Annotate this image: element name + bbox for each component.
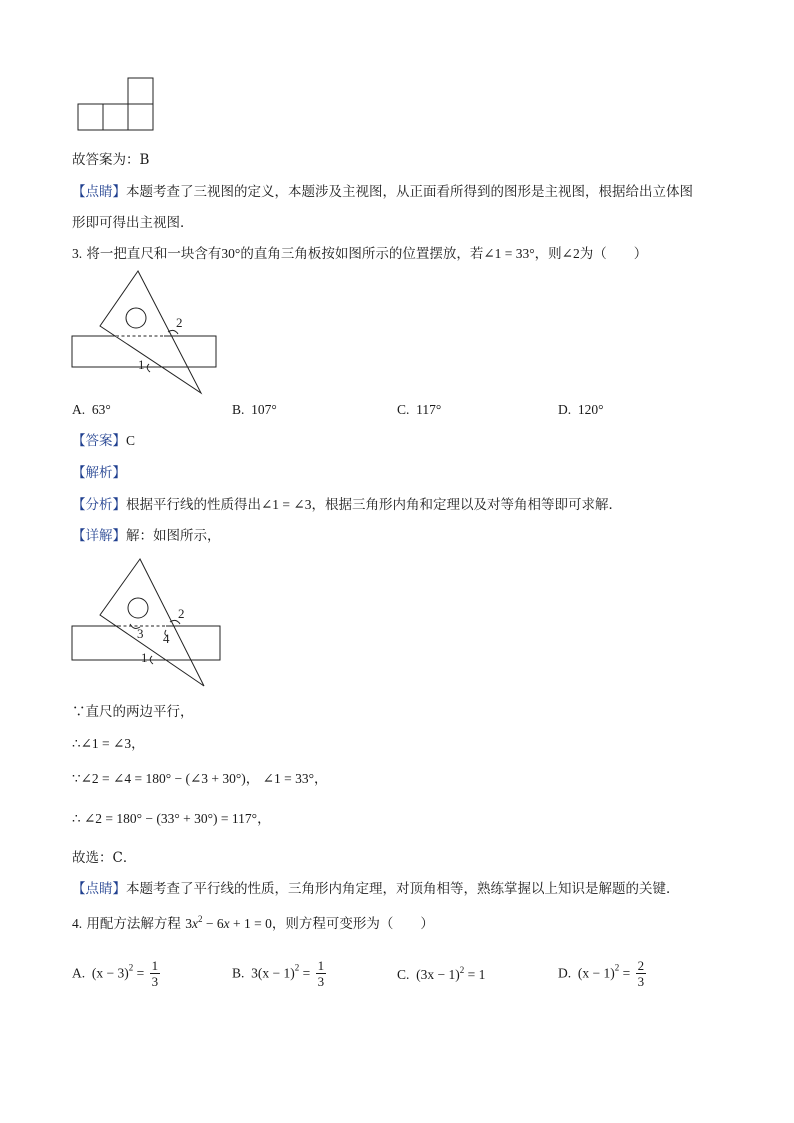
- q3-stem-c: ，则: [534, 246, 562, 262]
- analysis-text: 根据平行线的性质得出: [126, 497, 261, 513]
- q3-analysis: [72, 496, 622, 514]
- q3-stem: [72, 245, 647, 263]
- front-view-figure: [76, 77, 156, 133]
- q3-comment: [72, 880, 680, 898]
- q4-stem-a: 用配方法解方程: [86, 916, 181, 932]
- answer-value: C: [126, 433, 136, 448]
- q3-answer: [72, 432, 135, 450]
- prev-answer: 故答案为：B: [72, 152, 150, 168]
- prev-comment: [72, 183, 693, 201]
- q3-stem-d: 为（ ）: [579, 246, 648, 262]
- option-key: D.: [558, 965, 572, 981]
- q3-step-1: ∵直尺的两边平行，: [72, 704, 194, 720]
- q3-step-3: [72, 770, 327, 788]
- set-square: [100, 271, 201, 393]
- fraction-denominator: 3: [317, 974, 325, 989]
- fraction-denominator: 3: [637, 974, 645, 989]
- option-key: D.: [558, 402, 572, 417]
- option-fraction: [636, 958, 647, 989]
- detail-text: 解：如图所示，: [126, 528, 221, 544]
- analysis-equation: ∠1 = ∠3: [261, 497, 312, 512]
- detail-tag: 【详解】: [72, 528, 126, 544]
- option-exponent: 2: [128, 962, 134, 973]
- step-3-condition: ∠1 = 33°: [262, 771, 314, 786]
- angle-4-label: 4: [163, 631, 170, 646]
- q3-option-c[interactable]: [397, 401, 441, 419]
- q3-choose: 故选：C．: [72, 850, 137, 866]
- option-exponent: 2: [459, 965, 465, 975]
- comment-text: 本题考查了平行线的性质，三角形内角定理，对顶角相等，熟练掌握以上知识是解题的关键．: [126, 881, 680, 897]
- q4-option-d[interactable]: [558, 958, 648, 989]
- option-key: A.: [72, 965, 86, 981]
- q3-number: 3.: [72, 246, 83, 261]
- comment-tag: 【点睛】: [72, 184, 126, 200]
- q4-equation: $3x^2 - 6x + 1 = 0$: [185, 914, 272, 931]
- analysis-text-2: ，根据三角形内角和定理以及对等角相等即可求解．: [311, 497, 622, 513]
- option-value: 63°: [91, 402, 111, 417]
- step-3-end: ，: [313, 771, 328, 786]
- prev-comment-line2: 形即可得出主视图．: [72, 215, 194, 231]
- option-value: 117°: [416, 402, 442, 417]
- option-key: A.: [72, 402, 86, 417]
- q3-step-4: ∴ ∠2 = 180° − (33° + 30°) = 117°，: [72, 811, 271, 826]
- fraction-numerator: 2: [637, 958, 645, 973]
- set-square: [100, 559, 204, 686]
- answer-tag: 【答案】: [72, 433, 126, 449]
- option-key: C.: [397, 402, 410, 417]
- option-key: B.: [232, 402, 245, 417]
- angle-3-label: 3: [137, 626, 144, 641]
- step-3-sep: ，: [245, 771, 260, 786]
- set-square-hole: [126, 308, 146, 328]
- set-square-hole: [128, 598, 148, 618]
- option-eq: =: [136, 965, 145, 981]
- q3-option-d[interactable]: [558, 401, 604, 419]
- q3-option-b[interactable]: [232, 401, 277, 419]
- option-lhs: (3x − 1): [416, 967, 460, 982]
- angle-2-label: 2: [176, 315, 183, 330]
- q3-stem-b: 的直角三角板按如图所示的位置摆放，若: [240, 246, 484, 262]
- step-3-equation: ∵∠2 = ∠4 = 180° − (∠3 + 30°): [72, 771, 246, 786]
- analysis-tag: 【分析】: [72, 497, 126, 513]
- fraction-numerator: 1: [151, 958, 159, 973]
- ruler-triangle-figure: [70, 268, 222, 398]
- ruler-triangle-figure-labeled: [70, 556, 226, 690]
- q4-option-b[interactable]: [232, 958, 328, 989]
- q3-stem-a: 将一把直尺和一块含有: [86, 246, 222, 262]
- angle-1-label: 1: [141, 650, 148, 665]
- option-key: B.: [232, 965, 245, 981]
- angle-2-label: 2: [178, 606, 185, 621]
- option-value: 120°: [577, 402, 604, 417]
- option-eq: =: [302, 965, 311, 981]
- q4-number: 4.: [72, 916, 83, 931]
- option-eq: =: [622, 965, 631, 981]
- option-eq: = 1: [467, 967, 486, 982]
- angle-1-label: 1: [138, 357, 145, 372]
- option-lhs: (x − 1): [577, 965, 615, 981]
- comment-tag: 【点睛】: [72, 881, 126, 897]
- q4-option-a[interactable]: [72, 958, 162, 989]
- option-value: 107°: [251, 402, 277, 417]
- q3-step-2: ∴∠1 = ∠3，: [72, 736, 145, 751]
- fraction-denominator: 3: [151, 974, 159, 989]
- option-fraction: [316, 958, 327, 989]
- q3-detail: [72, 527, 221, 545]
- q3-option-a[interactable]: [72, 401, 111, 419]
- option-fraction: [150, 958, 161, 989]
- q4-stem-b: ，则方程可变形为（ ）: [271, 916, 434, 932]
- q3-degree: 30°: [221, 246, 241, 261]
- option-exponent: 2: [294, 962, 300, 973]
- option-lhs: (x − 3): [91, 965, 129, 981]
- option-key: C.: [397, 967, 410, 982]
- prev-comment-line1: 本题考查了三视图的定义，本题涉及主视图，从正面看所得到的图形是主视图，根据给出立体图: [126, 184, 693, 200]
- option-lhs: 3(x − 1): [251, 965, 295, 981]
- q4-stem: [72, 915, 434, 933]
- option-exponent: 2: [614, 962, 620, 973]
- q4-option-c[interactable]: [397, 966, 485, 984]
- q3-jiexi: 【解析】: [72, 465, 126, 481]
- fraction-numerator: 1: [317, 958, 325, 973]
- q3-ask: ∠2: [561, 246, 580, 261]
- q3-condition: ∠1 = 33°: [483, 246, 535, 261]
